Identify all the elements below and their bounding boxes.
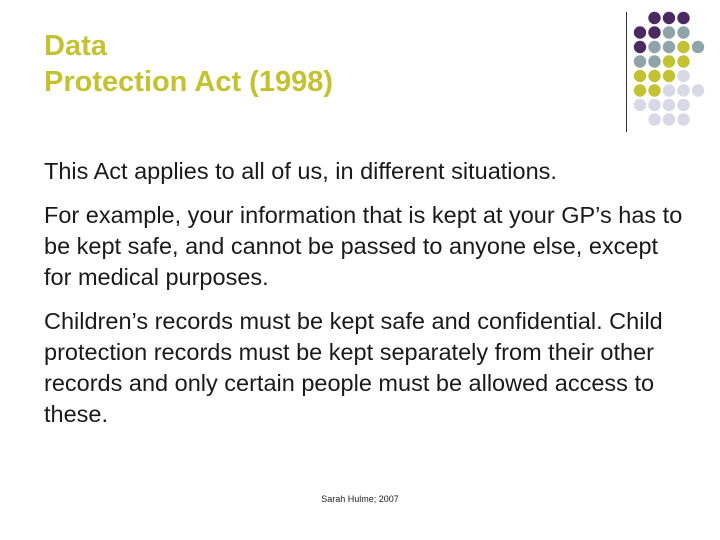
decorative-dot	[663, 84, 675, 96]
slide-body	[44, 156, 684, 443]
decorative-dot	[648, 12, 660, 24]
slide-title	[44, 28, 333, 100]
decorative-dot	[634, 55, 646, 67]
decorative-dot	[663, 70, 675, 82]
decorative-dot	[677, 26, 689, 38]
decorative-dot	[634, 99, 646, 111]
decorative-dot	[648, 84, 660, 96]
title-line-2: Protection Act (1998)	[44, 66, 333, 98]
decorative-dot	[663, 41, 675, 53]
decorative-dot	[634, 70, 646, 82]
decorative-dot	[648, 70, 660, 82]
title-line-1: Data	[44, 30, 107, 62]
decorative-dot	[648, 41, 660, 53]
decorative-dot	[663, 12, 675, 24]
decorative-dot	[634, 84, 646, 96]
decorative-dot	[663, 55, 675, 67]
decorative-dot	[677, 113, 689, 125]
paragraph-2: For example, your information that is kept at your GP’s has to be kept safe, and cannot be passed to anyone else, except for medical purposes.	[44, 202, 683, 290]
decorative-dot	[634, 26, 646, 38]
paragraph-3: Children’s records must be kept safe and confidential. Child protection records must be kept separately from their other records and only certain people must be allowed access to these.	[44, 308, 663, 427]
decorative-dot	[648, 26, 660, 38]
decorative-dot	[663, 113, 675, 125]
decorative-dot	[677, 70, 689, 82]
decorative-dot	[663, 99, 675, 111]
decorative-dot	[677, 84, 689, 96]
footer-credit: Sarah Hulme; 2007	[321, 494, 399, 504]
decorative-dot	[648, 55, 660, 67]
decorative-dot	[634, 41, 646, 53]
decorative-dot	[692, 41, 704, 53]
decorative-dot	[663, 26, 675, 38]
decorative-dot	[677, 55, 689, 67]
decorative-dot	[677, 41, 689, 53]
decorative-dot	[648, 113, 660, 125]
decorative-dot	[677, 12, 689, 24]
decorative-dot	[677, 99, 689, 111]
decorative-dot	[648, 99, 660, 111]
paragraph-1: This Act applies to all of us, in different situations.	[44, 158, 557, 184]
decorative-dot	[692, 84, 704, 96]
vertical-divider	[626, 12, 627, 132]
